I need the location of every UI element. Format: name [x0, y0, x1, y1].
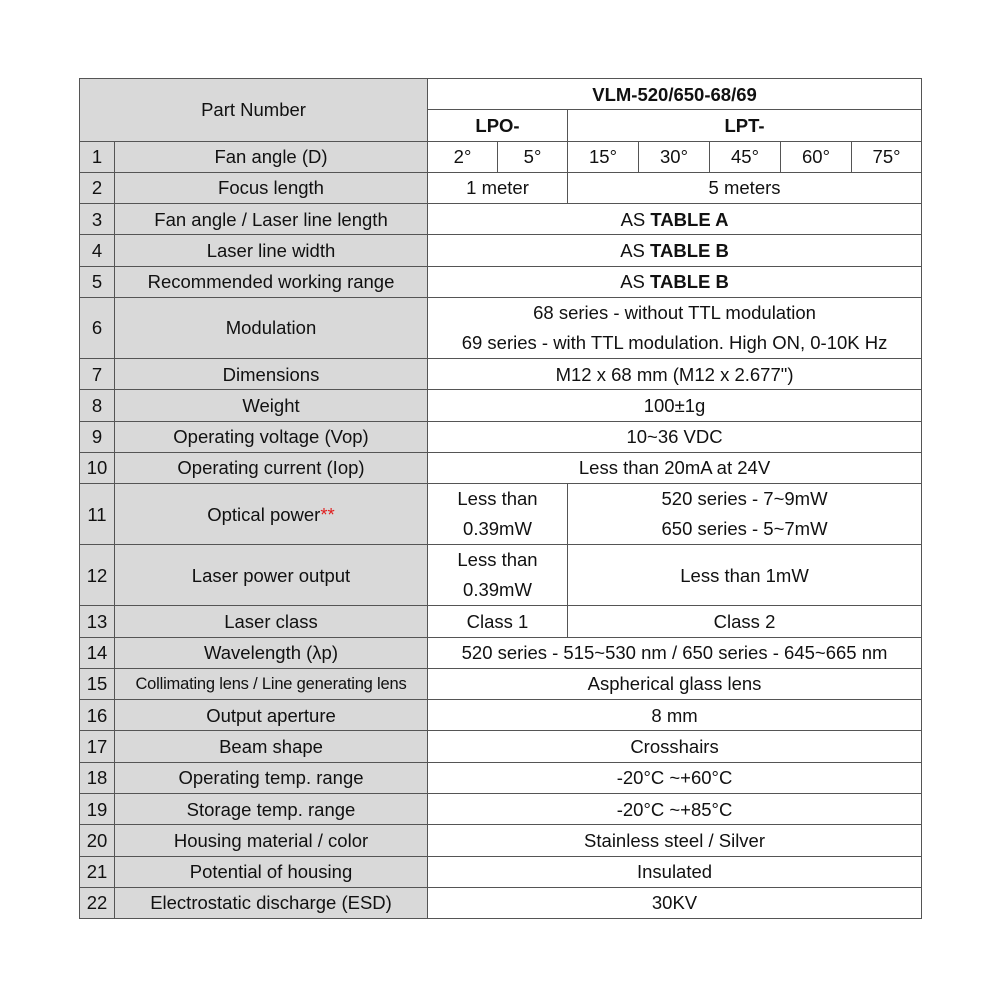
part-number-label: Part Number: [80, 79, 428, 142]
value-prefix: AS: [620, 271, 651, 293]
row-label: Housing material / color: [115, 825, 428, 856]
row-label: Potential of housing: [115, 856, 428, 887]
row-value: M12 x 68 mm (M12 x 2.677"): [428, 359, 922, 390]
group-lpt: LPT-: [568, 110, 922, 141]
row-number: 22: [80, 887, 115, 918]
table-reference: TABLE B: [650, 240, 729, 261]
row-number: 18: [80, 762, 115, 793]
row-number: 8: [80, 390, 115, 421]
row-number: 7: [80, 359, 115, 390]
row-label-text: Optical power: [207, 503, 321, 525]
row-label: Collimating lens / Line generating lens: [115, 668, 428, 699]
lpo-value: [428, 545, 568, 606]
table-row: [80, 887, 922, 918]
table-row: [80, 452, 922, 483]
row-value: 30KV: [428, 887, 922, 918]
row-value: 100±1g: [428, 390, 922, 421]
value-line: 650 series - 5~7mW: [661, 518, 828, 540]
row-number: 20: [80, 825, 115, 856]
row-label: Storage temp. range: [115, 794, 428, 825]
table-row: [80, 235, 922, 266]
lpt-value: [568, 484, 922, 545]
footnote-mark: **: [320, 503, 335, 525]
row-label: Beam shape: [115, 731, 428, 762]
table-row: [80, 856, 922, 887]
fan-angle-value: 5°: [498, 141, 568, 172]
table-row: [80, 390, 922, 421]
row-label: Laser class: [115, 606, 428, 637]
value-prefix: AS: [620, 208, 651, 230]
value-line: 69 series - with TTL modulation. High ON, 0-10K Hz: [461, 332, 888, 354]
row-number: 10: [80, 452, 115, 483]
spec-table: [79, 78, 922, 919]
row-label: Dimensions: [115, 359, 428, 390]
row-number: 11: [80, 484, 115, 545]
fan-angle-value: 30°: [639, 141, 710, 172]
value-line: 0.39mW: [463, 579, 532, 601]
value-prefix: AS: [620, 240, 651, 261]
table-row: [80, 266, 922, 297]
lpo-value: [428, 484, 568, 545]
table-row: [80, 731, 922, 762]
row-value: [428, 266, 922, 297]
fan-angle-value: 60°: [781, 141, 852, 172]
row-value: -20°C ~+85°C: [428, 794, 922, 825]
row-label: Wavelength (λp): [115, 637, 428, 668]
value-line: Less than: [457, 488, 538, 510]
row-value: Stainless steel / Silver: [428, 825, 922, 856]
row-label: Fan angle / Laser line length: [115, 204, 428, 235]
row-number: 19: [80, 794, 115, 825]
table-row: [80, 359, 922, 390]
row-number: 3: [80, 204, 115, 235]
row-number: 14: [80, 637, 115, 668]
row-number: 4: [80, 235, 115, 266]
row-value: [428, 298, 922, 359]
row-value: [428, 204, 922, 235]
row-label: Laser line width: [115, 235, 428, 266]
row-value: Crosshairs: [428, 731, 922, 762]
table-row: [80, 545, 922, 606]
row-label: Operating temp. range: [115, 762, 428, 793]
row-number: 15: [80, 668, 115, 699]
row-number: 2: [80, 172, 115, 203]
fan-angle-value: 45°: [710, 141, 781, 172]
row-value: 8 mm: [428, 700, 922, 731]
table-row: [80, 825, 922, 856]
row-label: Modulation: [115, 298, 428, 359]
row-label: Operating current (Iop): [115, 452, 428, 483]
row-label: Fan angle (D): [115, 141, 428, 172]
table-row: [80, 668, 922, 699]
row-label: Electrostatic discharge (ESD): [115, 887, 428, 918]
row-label: Output aperture: [115, 700, 428, 731]
row-number: 17: [80, 731, 115, 762]
row-label: Recommended working range: [115, 266, 428, 297]
row-value: -20°C ~+60°C: [428, 762, 922, 793]
fan-angle-value: 2°: [428, 141, 498, 172]
row-number: 9: [80, 421, 115, 452]
table-row: [80, 637, 922, 668]
row-number: 5: [80, 266, 115, 297]
value-line: 0.39mW: [463, 518, 532, 540]
row-number: 21: [80, 856, 115, 887]
table-row: [80, 298, 922, 359]
lpo-value: 1 meter: [428, 172, 568, 203]
model-number: VLM-520/650-68/69: [428, 79, 922, 110]
value-line: Less than: [457, 549, 538, 571]
row-number: 6: [80, 298, 115, 359]
header-row: [80, 79, 922, 110]
row-value: 520 series - 515~530 nm / 650 series - 645~665 nm: [428, 637, 922, 668]
row-label: Operating voltage (Vop): [115, 421, 428, 452]
table-row: [80, 172, 922, 203]
row-value: Aspherical glass lens: [428, 668, 922, 699]
row-value: [428, 235, 922, 266]
row-value: 10~36 VDC: [428, 421, 922, 452]
lpt-value: Less than 1mW: [568, 545, 922, 606]
table-row: [80, 700, 922, 731]
table-reference: TABLE A: [650, 208, 729, 230]
row-label: Weight: [115, 390, 428, 421]
row-number: 16: [80, 700, 115, 731]
row-label: Focus length: [115, 172, 428, 203]
row-label: [115, 484, 428, 545]
row-number: 13: [80, 606, 115, 637]
table-row: [80, 421, 922, 452]
value-line: 68 series - without TTL modulation: [533, 302, 816, 324]
row-value: Insulated: [428, 856, 922, 887]
fan-angle-value: 75°: [852, 141, 922, 172]
table-row: [80, 484, 922, 545]
table-row: [80, 204, 922, 235]
row-number: 1: [80, 141, 115, 172]
table-row: [80, 141, 922, 172]
table-row: [80, 762, 922, 793]
value-line: 520 series - 7~9mW: [661, 488, 828, 510]
lpt-value: 5 meters: [568, 172, 922, 203]
group-lpo: LPO-: [428, 110, 568, 141]
table-row: [80, 794, 922, 825]
table-row: [80, 606, 922, 637]
row-label: Laser power output: [115, 545, 428, 606]
row-number: 12: [80, 545, 115, 606]
lpo-value: Class 1: [428, 606, 568, 637]
row-value: Less than 20mA at 24V: [428, 452, 922, 483]
fan-angle-value: 15°: [568, 141, 639, 172]
table-reference: TABLE B: [650, 271, 729, 293]
lpt-value: Class 2: [568, 606, 922, 637]
